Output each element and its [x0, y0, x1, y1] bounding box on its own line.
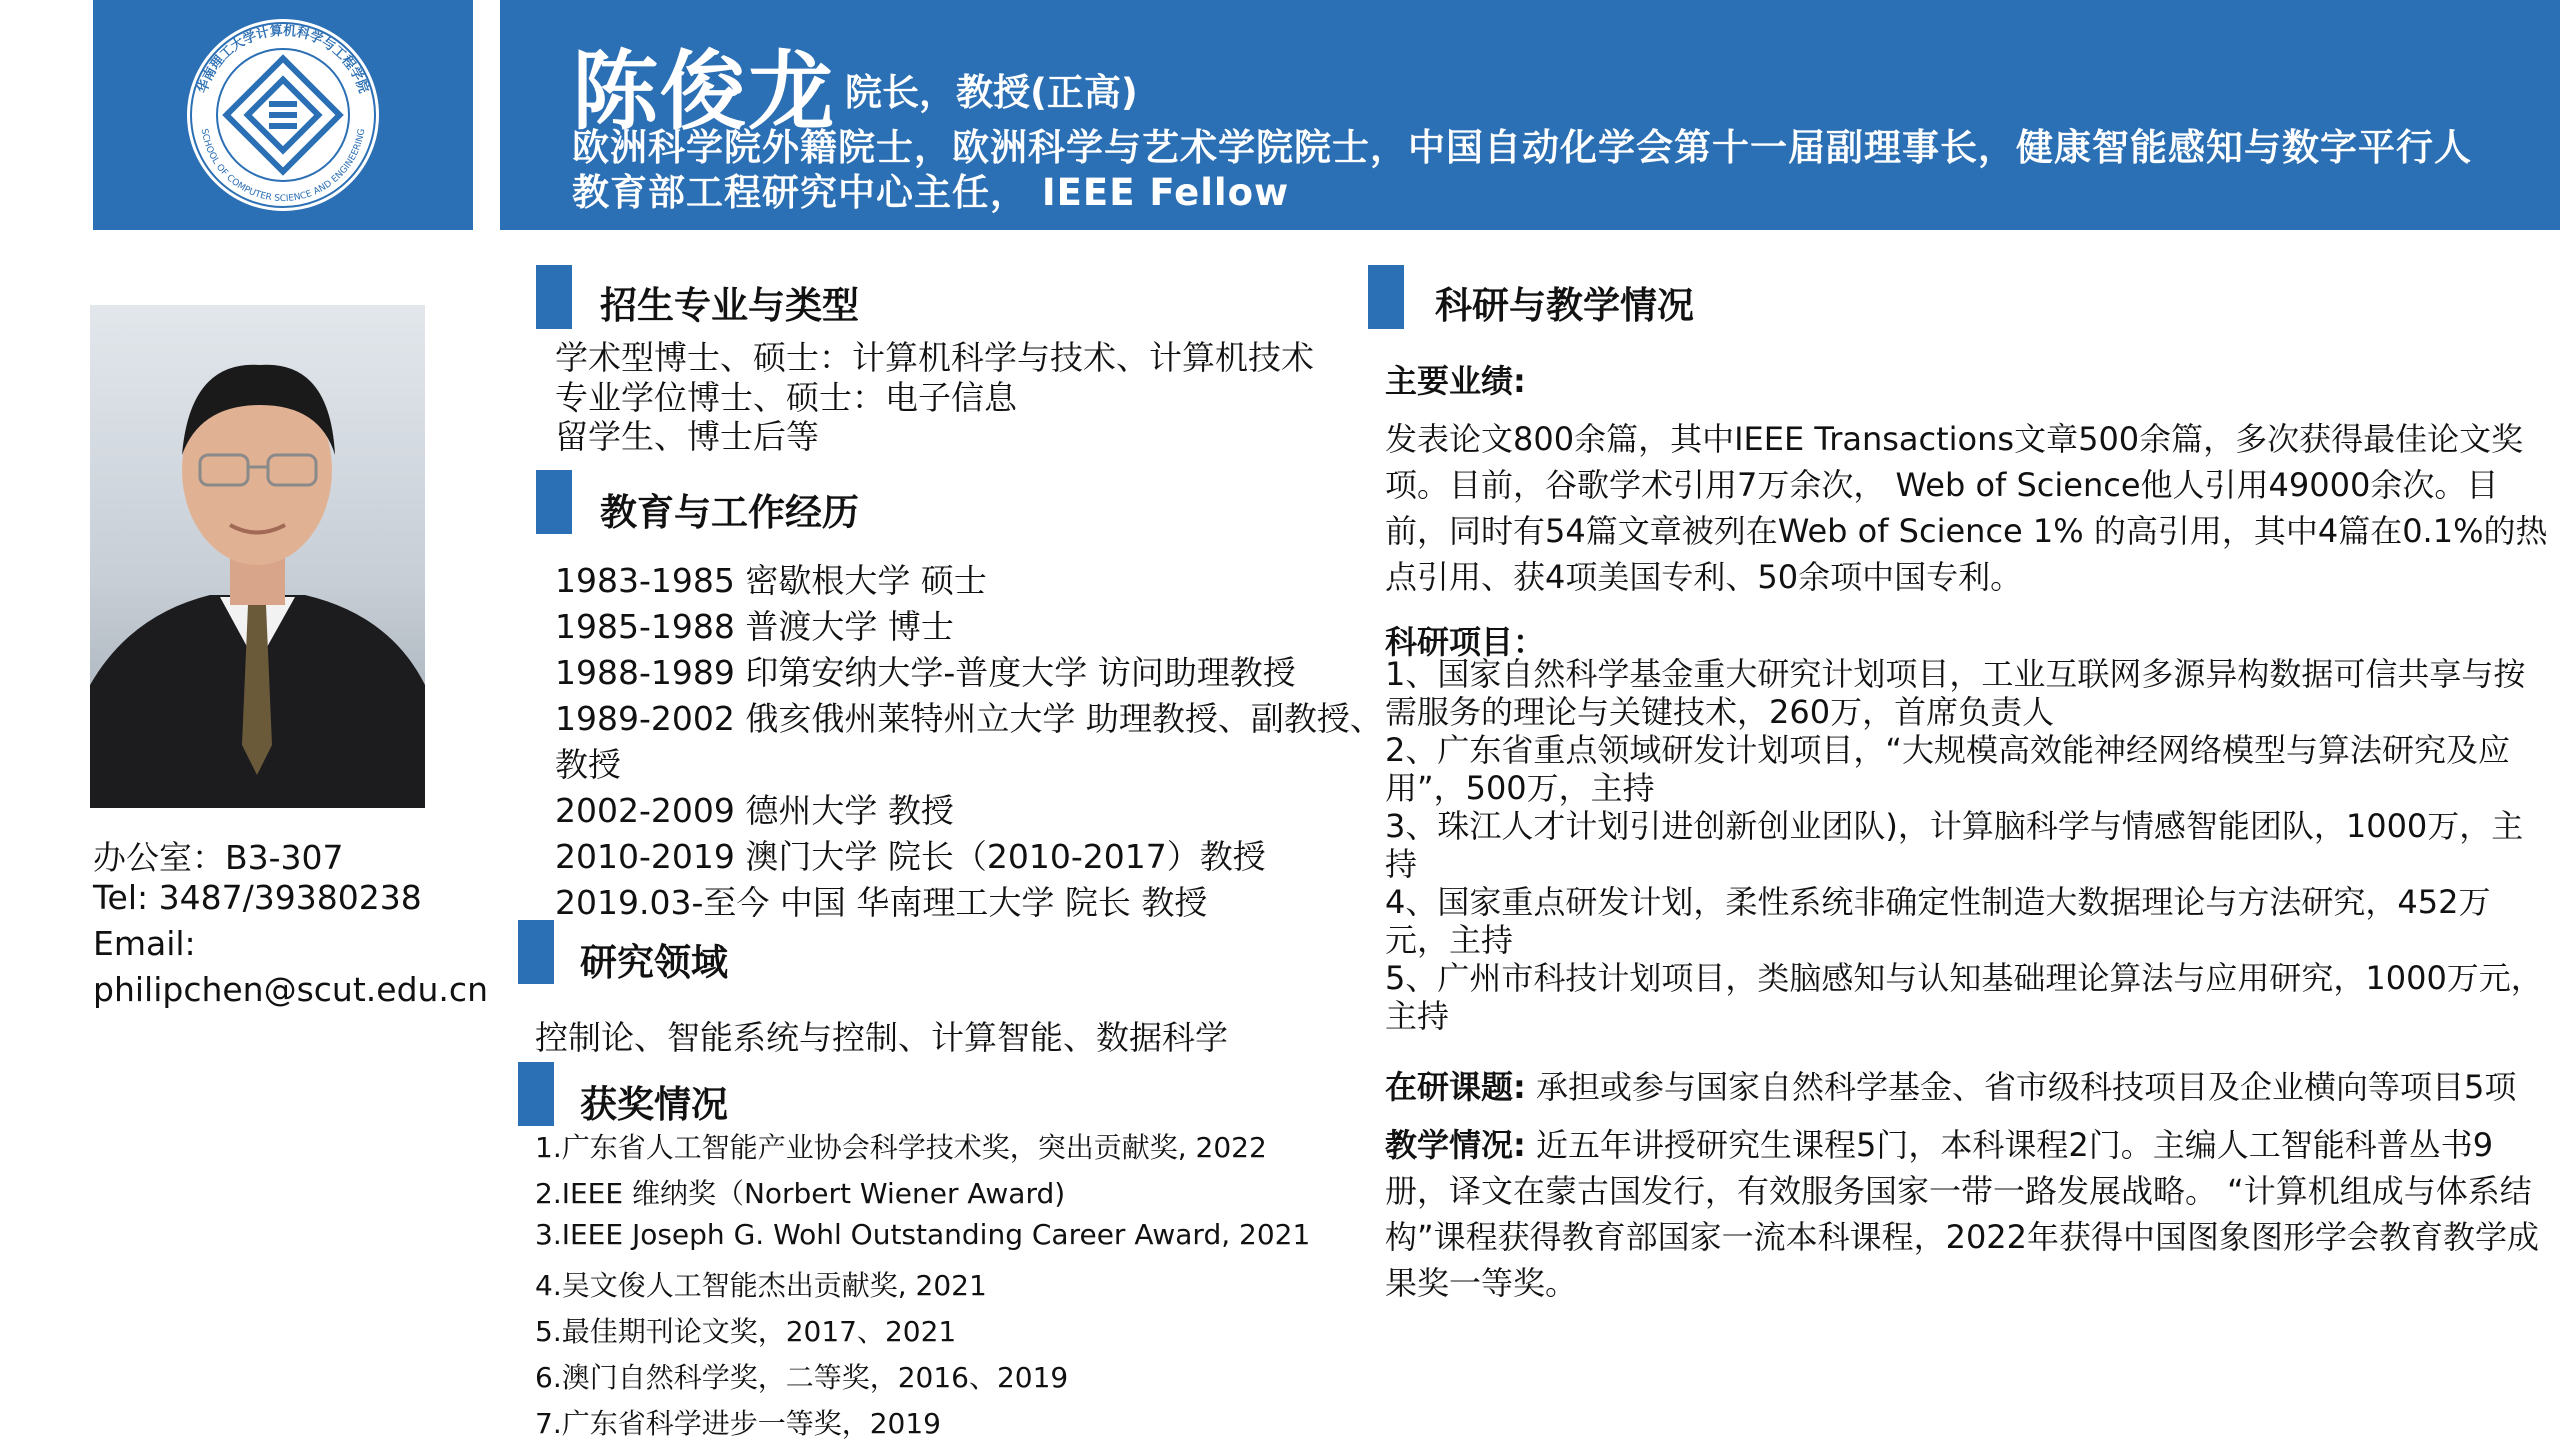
professor-name: 陈俊龙: [572, 42, 836, 142]
award-item: 2.IEEE 维纳奖（Norbert Wiener Award): [535, 1177, 1066, 1210]
section-marker: [1368, 265, 1404, 329]
education-line: 1989-2002 俄亥俄州莱特州立大学 助理教授、副教授、: [555, 699, 1383, 738]
education-line: 2010-2019 澳门大学 院长（2010-2017）教授: [555, 837, 1266, 876]
research-field-title: 研究领域: [580, 941, 728, 984]
section-marker: [518, 1062, 554, 1126]
research-field-text: 控制论、智能系统与控制、计算智能、数据科学: [535, 1018, 1228, 1057]
logo-band: [93, 0, 473, 230]
enrollment-line: 专业学位博士、硕士：电子信息: [555, 378, 1017, 417]
ongoing-projects: [1385, 1062, 2550, 1108]
projects-list: [1385, 655, 2550, 1035]
award-item: 7.广东省科学进步一等奖，2019: [535, 1407, 941, 1440]
office: 办公室：B3-307: [93, 838, 344, 877]
portrait-photo: [90, 305, 425, 808]
education-line: 1988-1989 印第安纳大学-普度大学 访问助理教授: [555, 653, 1296, 692]
teaching-text: 近五年讲授研究生课程5门，本科课程2门。主编人工智能科普丛书9册，译文在蒙古国发行，有效服务国家一带一路发展战略。 “计算机组成与体系结构”课程获得教育部国家一流本科课程，2022年获得中国图象图形学会教育教学成果奖一等奖。: [1385, 1126, 2540, 1302]
projects-label: 科研项目：: [1385, 623, 1546, 661]
education-line: 1985-1988 普渡大学 博士: [555, 607, 954, 646]
telephone: Tel: 3487/39380238: [93, 878, 422, 917]
email-label: Email:: [93, 924, 196, 963]
education-line: 2002-2009 德州大学 教授: [555, 791, 954, 830]
award-item: 5.最佳期刊论文奖，2017、2021: [535, 1315, 957, 1348]
teaching-info: [1385, 1122, 2550, 1306]
project-item: 4、国家重点研发计划，柔性系统非确定性制造大数据理论与方法研究，452万元，主持: [1385, 883, 2491, 959]
award-item: 3.IEEE Joseph G. Wohl Outstanding Career Award, 2021: [535, 1218, 1311, 1251]
achievements-label: 主要业绩:: [1385, 362, 1526, 400]
education-line: 教授: [555, 745, 621, 784]
school-logo: [173, 15, 393, 215]
research-teaching-title: 科研与教学情况: [1435, 284, 1694, 327]
education-line: 2019.03-至今 中国 华南理工大学 院长 教授: [555, 883, 1208, 922]
project-item: 3、珠江人才计划引进创新创业团队)，计算脑科学与情感智能团队，1000万，主持: [1385, 807, 2524, 883]
project-item: 5、广州市科技计划项目，类脑感知与认知基础理论算法与应用研究，1000万元，主持: [1385, 959, 2543, 1035]
email-link[interactable]: philipchen@scut.edu.cn: [93, 970, 488, 1009]
title-band: [500, 0, 2560, 230]
project-item: 1、国家自然科学基金重大研究计划项目，工业互联网多源异构数据可信共享与按需服务的理论与关键技术，260万，首席负责人: [1385, 655, 2526, 731]
award-item: 6.澳门自然科学奖，二等奖，2016、2019: [535, 1361, 1069, 1394]
section-marker: [536, 470, 572, 534]
award-item: 1.广东省人工智能产业协会科学技术奖，突出贡献奖, 2022: [535, 1131, 1267, 1164]
ongoing-text: 承担或参与国家自然科学基金、省市级科技项目及企业横向等项目5项: [1525, 1068, 2517, 1106]
professor-position: 院长，教授(正高): [845, 71, 1138, 114]
achievements-text: 发表论文800余篇，其中IEEE Transactions文章500余篇，多次获得最佳论文奖项。目前，谷歌学术引用7万余次， Web of Science他人引用49000余次。目前，同时有54篇文章被列在Web of Science 1% 的高引用，其中4篇在0.1%的热点引用、获4项美国专利、50余项中国专利。: [1385, 420, 2548, 596]
logo-ring-text: SCHOOL OF COMPUTER SCIENCE AND ENGINEERING: [198, 127, 368, 205]
teaching-label: 教学情况:: [1385, 1126, 1526, 1164]
enrollment-line: 学术型博士、硕士：计算机科学与技术、计算机技术: [555, 338, 1314, 377]
enrollment-line: 留学生、博士后等: [555, 417, 819, 456]
enrollment-title: 招生专业与类型: [600, 284, 859, 327]
education-line: 1983-1985 密歇根大学 硕士: [555, 561, 987, 600]
education-title: 教育与工作经历: [600, 491, 859, 534]
section-marker: [518, 920, 554, 984]
award-item: 4.吴文俊人工智能杰出贡献奖, 2021: [535, 1269, 987, 1302]
project-item: 2、广东省重点领域研发计划项目，“大规模高效能神经网络模型与算法研究及应用”，500万，主持: [1385, 731, 2510, 807]
logo-arc-text: 华南理工大学计算机科学与工程学院: [195, 23, 371, 96]
section-marker: [536, 265, 572, 329]
ongoing-label: 在研课题:: [1385, 1068, 1526, 1106]
awards-title: 获奖情况: [580, 1083, 728, 1126]
professor-honors: 欧洲科学院外籍院士，欧洲科学与艺术学院院士，中国自动化学会第十一届副理事长，健康智能感知与数字平行人教育部工程研究中心主任， IEEE Fellow: [572, 126, 2472, 214]
